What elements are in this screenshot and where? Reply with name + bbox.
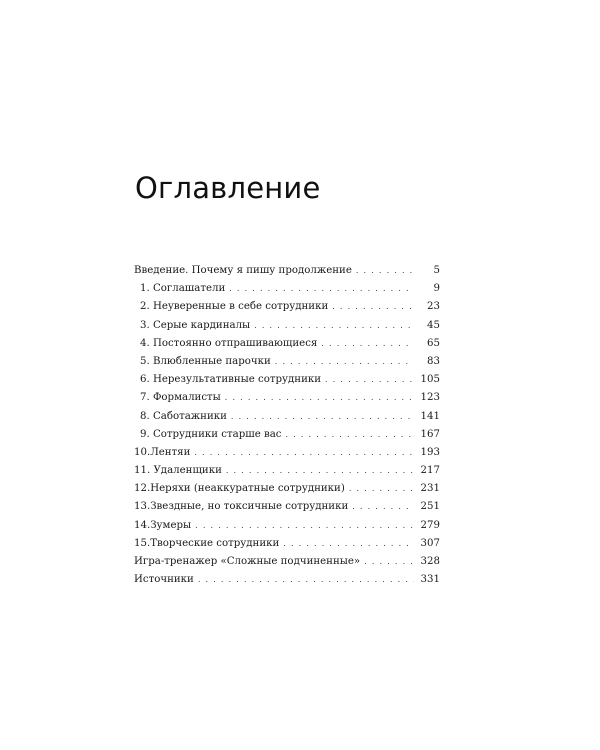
toc-entry-page-number: 231: [420, 483, 440, 495]
dot-leader: [332, 298, 414, 316]
dot-leader: [283, 535, 414, 553]
toc-entry-chapter-4[interactable]: [134, 335, 440, 353]
toc-entry-label: Источники: [134, 574, 194, 586]
toc-entry-label: 2. Неуверенные в себе сотрудники: [140, 301, 329, 313]
toc-entry-page-number: 9: [433, 283, 440, 295]
toc-entry-label: 12.Неряхи (неаккуратные сотрудники): [134, 483, 345, 495]
toc-entry-introduction[interactable]: [134, 262, 440, 280]
toc-entry-label: 14.Зумеры: [134, 519, 192, 531]
toc-entry-label: 1. Соглашатели: [140, 283, 226, 295]
toc-entry-label: 8. Саботажники: [140, 410, 227, 422]
toc-entry-page-number: 45: [427, 319, 440, 331]
toc-entry-label: 10.Лентяи: [134, 446, 191, 458]
toc-entry-label: Игра-тренажер «Сложные подчиненные»: [134, 556, 361, 567]
toc-entry-label: Введение. Почему я пишу продолжение: [134, 265, 352, 276]
dot-leader: [225, 389, 414, 407]
toc-entry-page-number: 217: [420, 465, 440, 477]
dot-leader: [231, 408, 414, 426]
toc-entry-chapter-6[interactable]: [134, 371, 440, 389]
dot-leader: [285, 426, 414, 444]
toc-entry-page-number: 5: [433, 265, 440, 276]
dot-leader: [195, 517, 414, 535]
toc-entry-page-number: 193: [420, 446, 440, 458]
toc-entry-page-number: 141: [420, 410, 440, 422]
dot-leader: [229, 280, 414, 298]
dot-leader: [254, 317, 414, 335]
toc-entry-chapter-14[interactable]: [134, 517, 440, 535]
toc-entry-chapter-8[interactable]: [134, 408, 440, 426]
toc-entry-page-number: 251: [420, 501, 440, 513]
toc-entry-page-number: 23: [427, 301, 440, 313]
table-of-contents: [134, 262, 440, 589]
toc-entry-label: 6. Нерезультативные сотрудники: [140, 374, 322, 386]
toc-entry-chapter-5[interactable]: [134, 353, 440, 371]
toc-entry-label: 4. Постоянно отпрашивающиеся: [140, 337, 318, 349]
toc-entry-chapter-9[interactable]: [134, 426, 440, 444]
toc-entry-label: 13.Звездные, но токсичные сотрудники: [134, 501, 349, 513]
toc-entry-chapter-15[interactable]: [134, 535, 440, 553]
toc-entry-chapter-11[interactable]: [134, 462, 440, 480]
toc-entry-label: 5. Влюбленные парочки: [140, 355, 271, 367]
dot-leader: [352, 498, 414, 516]
dot-leader: [325, 371, 414, 389]
dot-leader: [226, 462, 414, 480]
dot-leader: [364, 553, 414, 571]
toc-entry-sources[interactable]: [134, 571, 440, 589]
dot-leader: [194, 444, 414, 462]
dot-leader: [349, 480, 414, 498]
dot-leader: [356, 262, 414, 280]
toc-entry-page-number: 123: [420, 392, 440, 404]
toc-entry-chapter-13[interactable]: [134, 498, 440, 516]
toc-entry-page-number: 83: [427, 355, 440, 367]
toc-entry-page-number: 279: [420, 519, 440, 531]
toc-entry-label: 15.Творческие сотрудники: [134, 537, 280, 549]
dot-leader: [198, 571, 414, 589]
toc-entry-label: 9. Сотрудники старше вас: [140, 428, 282, 440]
dot-leader: [275, 353, 414, 371]
toc-entry-page-number: 65: [427, 337, 440, 349]
toc-entry-label: 7. Формалисты: [140, 392, 221, 404]
toc-entry-label: 11. Удаленщики: [134, 465, 222, 477]
dot-leader: [321, 335, 414, 353]
toc-entry-chapter-2[interactable]: [134, 298, 440, 316]
toc-entry-page-number: 167: [420, 428, 440, 440]
toc-entry-page-number: 105: [420, 374, 440, 386]
toc-entry-page-number: 328: [420, 556, 440, 567]
toc-entry-chapter-12[interactable]: [134, 480, 440, 498]
toc-entry-chapter-1[interactable]: [134, 280, 440, 298]
toc-entry-training-game[interactable]: [134, 553, 440, 571]
toc-entry-label: 3. Серые кардиналы: [140, 319, 251, 331]
toc-entry-chapter-10[interactable]: [134, 444, 440, 462]
toc-entry-chapter-3[interactable]: [134, 317, 440, 335]
toc-entry-chapter-7[interactable]: [134, 389, 440, 407]
toc-entry-page-number: 331: [420, 574, 440, 586]
page-title: Оглавление: [135, 171, 321, 205]
toc-entry-page-number: 307: [420, 537, 440, 549]
